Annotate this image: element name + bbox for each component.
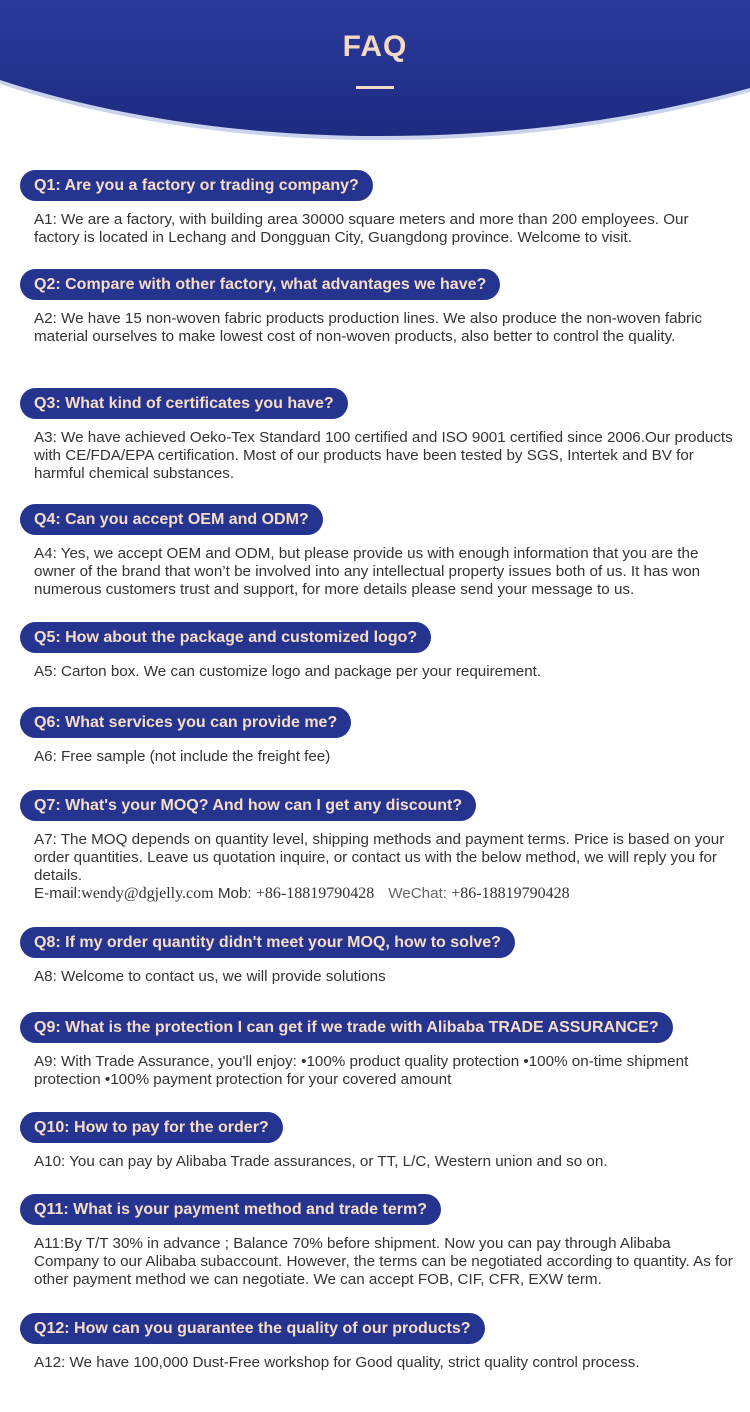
faq-item-6 — [20, 707, 732, 766]
email-label: E-mail: — [34, 885, 82, 902]
faq-item-12 — [20, 1313, 732, 1372]
answer-text: A4: Yes, we accept OEM and ODM, but please provide us with enough information that you are the owner of the brand that won’t be involved into any intellectual property issues both of us. It has won numerous customers trust and support, for more details please send your message to us. — [34, 545, 701, 598]
answer-text: A10: You can pay by Alibaba Trade assurances, or TT, L/C, Western union and so on. — [34, 1153, 608, 1170]
question-pill: Q11: What is your payment method and trade term? — [20, 1194, 441, 1225]
answer-text: A3: We have achieved Oeko-Tex Standard 100 certified and ISO 9001 certified since 2006.Our products with CE/FDA/EPA certification. Most of our products have been tested by SGS, Intertek and BV for harmful chemical substances. — [34, 429, 733, 482]
answer-text: A12: We have 100,000 Dust-Free workshop for Good quality, strict quality control process. — [34, 1354, 640, 1371]
contact-line — [34, 885, 734, 903]
faq-item-11 — [20, 1194, 732, 1289]
faq-item-8 — [20, 927, 732, 986]
question-pill: Q1: Are you a factory or trading company? — [20, 170, 373, 201]
faq-item-5 — [20, 622, 732, 681]
faq-item-1 — [20, 170, 732, 247]
question-pill: Q8: If my order quantity didn't meet your MOQ, how to solve? — [20, 927, 515, 958]
faq-item-3 — [20, 388, 732, 483]
mob-label: Mob: — [217, 885, 252, 902]
question-pill: Q7: What's your MOQ? And how can I get any discount? — [20, 790, 476, 821]
question-pill: Q6: What services you can provide me? — [20, 707, 351, 738]
question-pill: Q9: What is the protection I can get if we trade with Alibaba TRADE ASSURANCE? — [20, 1012, 673, 1043]
faq-item-4 — [20, 504, 732, 599]
title-underline — [356, 86, 394, 89]
question-pill: Q10: How to pay for the order? — [20, 1112, 283, 1143]
answer-text: A6: Free sample (not include the freight fee) — [34, 748, 331, 765]
question-pill: Q12: How can you guarantee the quality of our products? — [20, 1313, 485, 1344]
answer-text: A2: We have 15 non-woven fabric products production lines. We also produce the non-woven fabric material ourselves to make lowest cost of non-woven products, also better to control the quality. — [34, 310, 703, 345]
question-pill: Q3: What kind of certificates you have? — [20, 388, 348, 419]
page-title: FAQ — [342, 30, 408, 63]
faq-item-2 — [20, 269, 732, 346]
mob-number: +86-18819790428 — [255, 885, 375, 902]
faq-header — [0, 0, 750, 140]
answer-text: A8: Welcome to contact us, we will provide solutions — [34, 968, 386, 985]
wechat-label: WeChat: — [388, 885, 448, 902]
answer-text: A7: The MOQ depends on quantity level, shipping methods and payment terms. Price is based on your order quantities. Leave us quotation inquire, or contact us with the below method, we will reply you for details. — [34, 831, 725, 884]
faq-item-9 — [20, 1012, 732, 1089]
header-wave-shape — [0, 0, 750, 140]
question-pill: Q4: Can you accept OEM and ODM? — [20, 504, 323, 535]
faq-item-10 — [20, 1112, 732, 1171]
answer-text: A9: With Trade Assurance, you'll enjoy: •100% product quality protection •100% on-time shipment protection •100% payment protection for your covered amount — [34, 1053, 689, 1088]
faq-item-7 — [20, 790, 732, 903]
question-pill: Q5: How about the package and customized logo? — [20, 622, 431, 653]
answer-text: A1: We are a factory, with building area 30000 square meters and more than 200 employees. Our factory is located in Lechang and Dongguan City, Guangdong province. Welcome to visit. — [34, 211, 689, 246]
answer-text: A11:By T/T 30% in advance ; Balance 70% before shipment. Now you can pay through Alibaba Company to our Alibaba subaccount. However, the terms can be negotiated according to quantity. As for other payment method we can negotiate. We can accept FOB, CIF, CFR, EXW term. — [34, 1235, 733, 1288]
email-link[interactable]: wendy@dgjelly.com — [81, 885, 214, 902]
answer-text: A5: Carton box. We can customize logo and package per your requirement. — [34, 663, 542, 680]
wechat-id: +86-18819790428 — [451, 885, 570, 902]
question-pill: Q2: Compare with other factory, what advantages we have? — [20, 269, 500, 300]
